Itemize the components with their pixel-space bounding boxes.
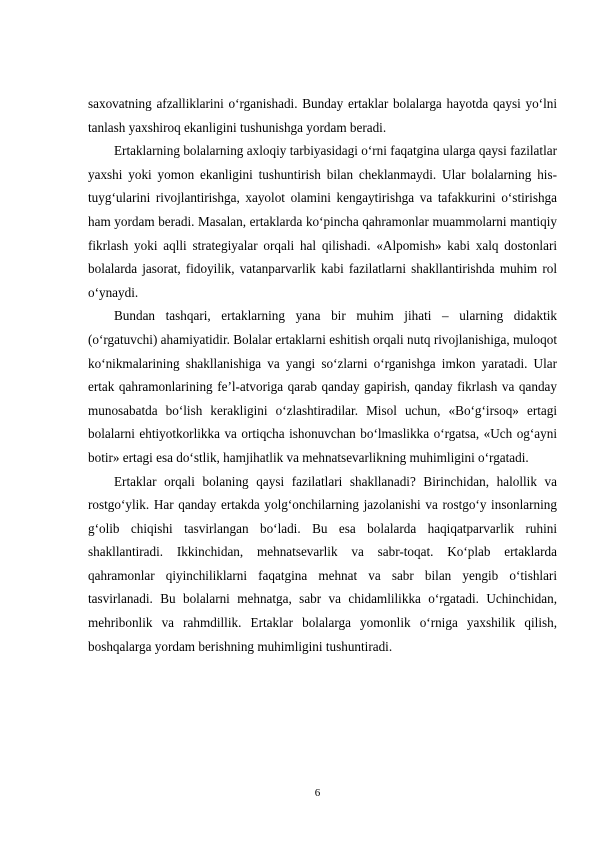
paragraph-2: Ertaklarning bolalarning axloqiy tarbiyasidagi o‘rni faqatgina ularga qaysi fazilatlar yaxshi yoki yomon ekanligini tushuntirish bilan cheklanmaydi. Ular bolalarning his-tuyg‘ularini rivojlantirishga, xayolot olamini kengaytirishga va tafakkurini o‘stirishga ham yordam beradi. Masalan, ertaklarda ko‘pincha qahramonlar muammolarni mantiqiy fikrlash yoki aqlli strategiyalar orqali hal qilishadi. «Alpomish» kabi xalq dostonlari bolalarda jasorat, fidoyilik, vatanparvarlik kabi fazilatlarni shakllantirishda muhim rol o‘ynaydi. (88, 143, 557, 300)
paragraph-1: saxovatning afzalliklarini o‘rganishadi. Bunday ertaklar bolalarga hayotda qaysi yo‘lni tanlash yaxshiroq ekanligini tushunishga yordam beradi. (88, 96, 557, 135)
paragraph-4: Ertaklar orqali bolaning qaysi fazilatlari shakllanadi? Birinchidan, halollik va rostgo‘ylik. Har qanday ertakda yolg‘onchilarning jazolanishi va rostgo‘y insonlarning g‘olib chiqishi tasvirlangan bo‘ladi. Bu esa bolalarda haqiqatparvarlik ruhini shakllantiradi. Ikkinchidan, mehnatsevarlik va sabr-toqat. Ko‘plab ertaklarda qahramonlar qiyinchiliklarni faqatgina mehnat va sabr bilan yengib o‘tishlari tasvirlanadi. Bu bolalarni mehnatga, sabr va chidamlilikka o‘rgatadi. Uchinchidan, mehribonlik va rahmdillik. Ertaklar bolalarga yomonlik o‘rniga yaxshilik qilish, boshqalarga yordam berishning muhimligini tushuntiradi. (88, 473, 557, 654)
page-body (88, 92, 557, 658)
paragraph-3: Bundan tashqari, ertaklarning yana bir muhim jihati – ularning didaktik (o‘rgatuvchi) ahamiyatidir. Bolalar ertaklarni eshitish orqali nutq rivojlanishiga, muloqot ko‘nikmalarining shakllanishiga va yangi so‘zlarni o‘rganishga imkon yaratadi. Ular ertak qahramonlarining fe’l-atvoriga qarab qanday gapirish, qanday fikrlash va qanday munosabatda bo‘lish kerakligini o‘zlashtiradilar. Misol uchun, «Bo‘g‘irsoq» ertagi bolalarni ehtiyotkorlikka va ortiqcha ishonuvchan bo‘lmaslikka o‘rgatsa, «Uch og‘ayni botir» ertagi esa do‘stlik, hamjihatlik va mehnatsevarlikning muhimligini o‘rgatadi. (88, 308, 557, 465)
page-number: 6 (314, 787, 321, 799)
